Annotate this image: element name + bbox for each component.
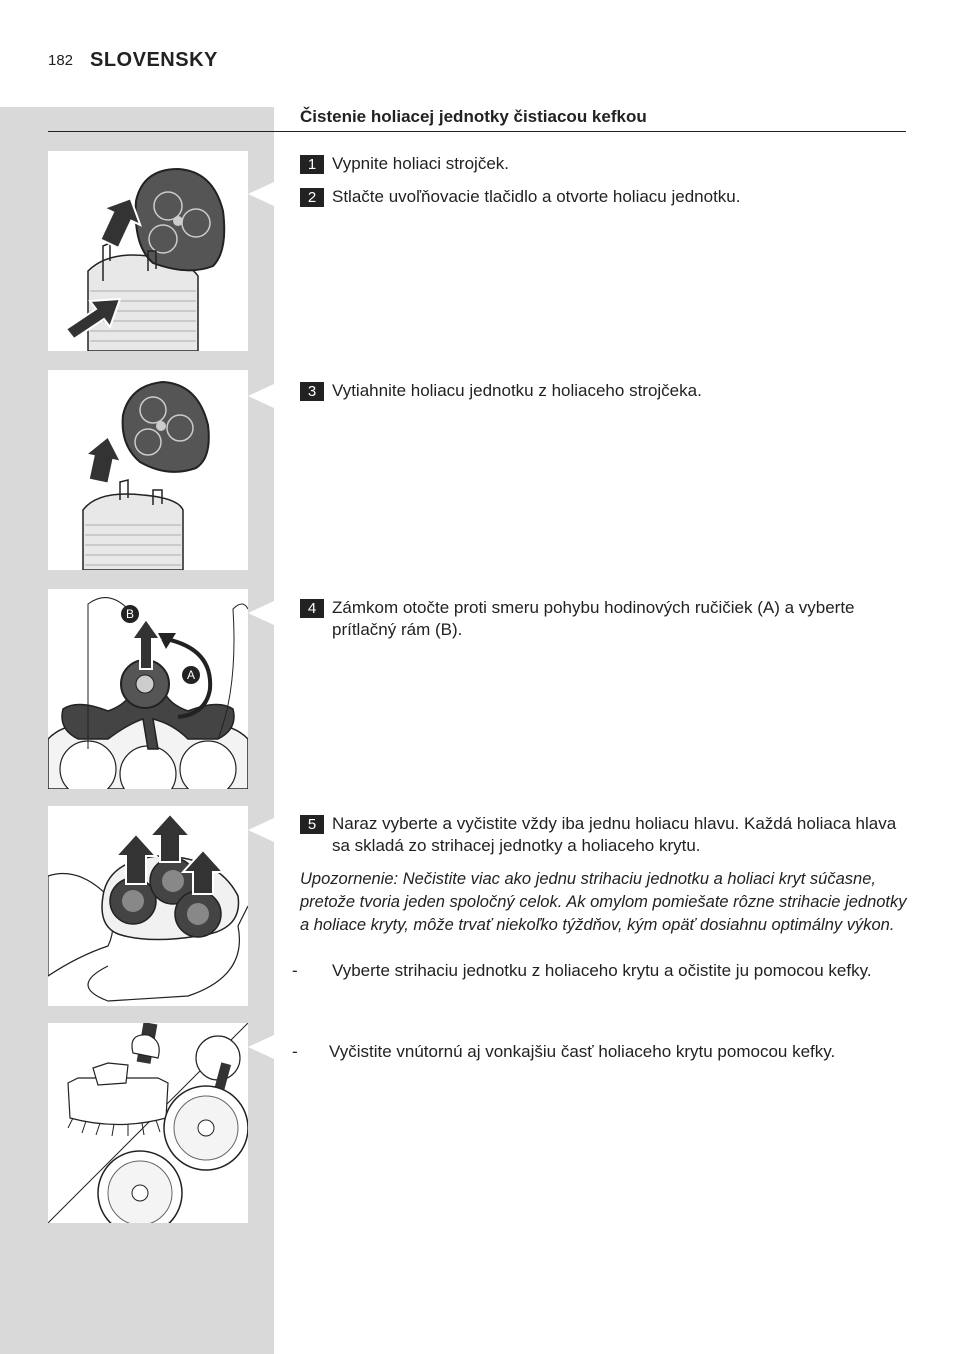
step-4 xyxy=(300,597,880,641)
step-1 xyxy=(300,153,910,175)
step-number: 4 xyxy=(300,599,324,618)
step-text: Vytiahnite holiacu jednotku z holiaceho strojčeka. xyxy=(332,381,702,400)
step-number: 1 xyxy=(300,155,324,174)
illustration-open-shaving-unit xyxy=(48,151,248,351)
step-3 xyxy=(300,380,910,402)
bullet-item xyxy=(292,1040,912,1063)
illustration-rotate-lock xyxy=(48,589,248,789)
panel-pointer xyxy=(248,384,274,408)
bullet-item xyxy=(292,959,912,982)
bullet-text: Vyčistite vnútornú aj vonkajšiu časť holiaceho krytu pomocou kefky. xyxy=(329,1042,836,1061)
language-heading: SLOVENSKY xyxy=(90,49,218,71)
label-b: B xyxy=(125,607,135,621)
illustration-remove-shaving-heads xyxy=(48,806,248,1006)
section-title: Čistenie holiacej jednotky čistiacou kefkou xyxy=(300,107,647,126)
step-text: Zámkom otočte proti smeru pohybu hodinových ručičiek (A) a vyberte prítlačný rám (B). xyxy=(332,598,855,639)
illustration-remove-shaving-unit xyxy=(48,370,248,570)
page-number: 182 xyxy=(48,52,74,69)
step-text: Naraz vyberte a vyčistite vždy iba jednu holiacu hlavu. Každá holiaca hlava sa skladá zo strihacej jednotky a holiaceho krytu. xyxy=(332,814,897,855)
step-5 xyxy=(300,813,910,857)
step-text: Stlačte uvoľňovacie tlačidlo a otvorte holiacu jednotku. xyxy=(332,187,741,206)
panel-pointer xyxy=(248,818,274,842)
caution-note: Upozornenie: Nečistite viac ako jednu strihaciu jednotku a holiaci kryt súčasne, pretože tvoria jeden spoločný celok. Ak omylom pomiešate rôzne strihacie jednotky a holiace kryty, môže trvať niekoľko týždňov, kým opäť dosiahnu optimálny výkon. xyxy=(300,870,907,934)
step-number: 3 xyxy=(300,382,324,401)
panel-pointer xyxy=(248,182,274,206)
step-text: Vypnite holiaci strojček. xyxy=(332,154,510,173)
illustration-cleaning-brush xyxy=(48,1023,248,1223)
panel-pointer xyxy=(248,1035,274,1059)
panel-pointer xyxy=(248,601,274,625)
step-number: 5 xyxy=(300,815,324,834)
section-divider xyxy=(48,131,906,132)
label-a: A xyxy=(186,668,196,682)
bullet-dash: - xyxy=(292,961,298,980)
step-number: 2 xyxy=(300,188,324,207)
bullet-text: Vyberte strihaciu jednotku z holiaceho krytu a očistite ju pomocou kefky. xyxy=(332,961,872,980)
bullet-dash: - xyxy=(292,1042,298,1061)
step-2 xyxy=(300,186,910,208)
